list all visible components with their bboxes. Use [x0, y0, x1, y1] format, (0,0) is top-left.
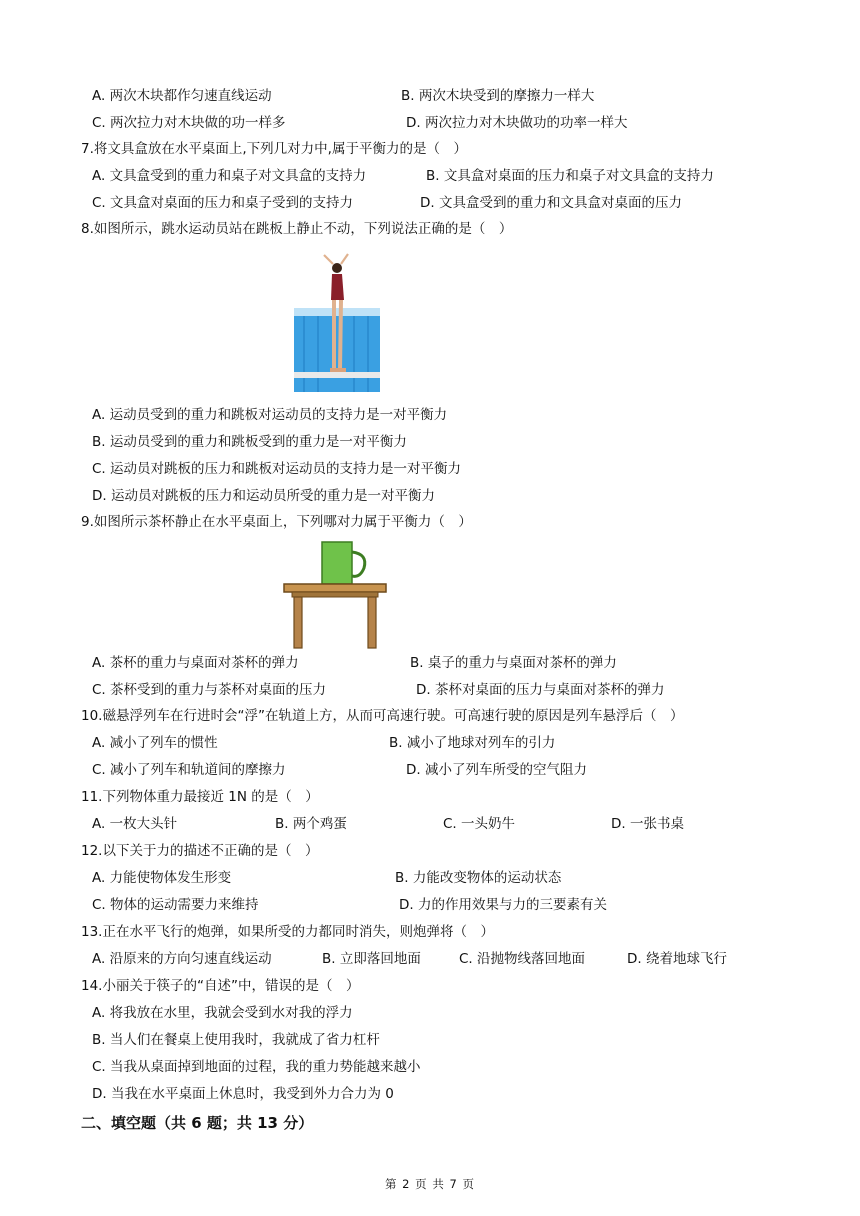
section-2-heading: 二、填空题（共 6 题；共 13 分）: [81, 1114, 314, 1132]
q14-option-a: A. 将我放在水里，我就会受到水对我的浮力: [92, 1005, 353, 1021]
q6-option-b: B. 两次木块受到的摩擦力一样大: [401, 88, 595, 104]
q14-option-c: C. 当我从桌面掉到地面的过程，我的重力势能越来越小: [92, 1059, 421, 1075]
q6-option-a: A. 两次木块都作匀速直线运动: [92, 88, 272, 104]
q11-option-b: B. 两个鸡蛋: [275, 816, 347, 832]
q10-option-d: D. 减小了列车所受的空气阻力: [406, 762, 587, 778]
q11-option-c: C. 一头奶牛: [443, 816, 516, 832]
q9-option-d: D. 茶杯对桌面的压力与桌面对茶杯的弹力: [416, 682, 665, 698]
q8-option-b: B. 运动员受到的重力和跳板受到的重力是一对平衡力: [92, 434, 407, 450]
q11-stem: 11.下列物体重力最接近 1N 的是（ ）: [81, 789, 319, 805]
q7-option-b: B. 文具盒对桌面的压力和桌子对文具盒的支持力: [426, 168, 714, 184]
q7-option-a: A. 文具盒受到的重力和桌子对文具盒的支持力: [92, 168, 367, 184]
q13-option-d: D. 绕着地球飞行: [627, 951, 727, 967]
q13-option-a: A. 沿原来的方向匀速直线运动: [92, 951, 272, 967]
q9-option-c: C. 茶杯受到的重力与茶杯对桌面的压力: [92, 682, 327, 698]
q9-option-b: B. 桌子的重力与桌面对茶杯的弹力: [410, 655, 617, 671]
q13-option-b: B. 立即落回地面: [322, 951, 421, 967]
q8-option-a: A. 运动员受到的重力和跳板对运动员的支持力是一对平衡力: [92, 407, 448, 423]
cup-on-table-icon: [282, 540, 388, 650]
q14-option-b: B. 当人们在餐桌上使用我时，我就成了省力杠杆: [92, 1032, 380, 1048]
q12-stem: 12.以下关于力的描述不正确的是（ ）: [81, 843, 319, 859]
q13-stem: 13.正在水平飞行的炮弹，如果所受的力都同时消失，则炮弹将（ ）: [81, 924, 494, 940]
q12-option-d: D. 力的作用效果与力的三要素有关: [399, 897, 607, 913]
q9-stem: 9.如图所示茶杯静止在水平桌面上，下列哪对力属于平衡力（ ）: [81, 514, 472, 530]
q9-option-a: A. 茶杯的重力与桌面对茶杯的弹力: [92, 655, 299, 671]
diver-photo-icon: [294, 252, 380, 392]
q7-option-d: D. 文具盒受到的重力和文具盒对桌面的压力: [420, 195, 682, 211]
q10-stem: 10.磁悬浮列车在行进时会“浮”在轨道上方，从而可高速行驶。可高速行驶的原因是列车悬浮后（ ）: [81, 708, 684, 724]
q7-option-c: C. 文具盒对桌面的压力和桌子受到的支持力: [92, 195, 354, 211]
q10-option-b: B. 减小了地球对列车的引力: [389, 735, 556, 751]
q14-stem: 14.小丽关于筷子的“自述”中，错误的是（ ）: [81, 978, 360, 994]
q6-option-d: D. 两次拉力对木块做功的功率一样大: [406, 115, 628, 131]
q11-option-a: A. 一枚大头针: [92, 816, 178, 832]
q10-option-c: C. 减小了列车和轨道间的摩擦力: [92, 762, 286, 778]
page-footer: 第 2 页 共 7 页: [385, 1177, 475, 1191]
q12-option-a: A. 力能使物体发生形变: [92, 870, 232, 886]
q14-option-d: D. 当我在水平桌面上休息时，我受到外力合力为 0: [92, 1086, 394, 1102]
q12-option-b: B. 力能改变物体的运动状态: [395, 870, 562, 886]
q13-option-c: C. 沿抛物线落回地面: [459, 951, 586, 967]
q11-option-d: D. 一张书桌: [611, 816, 684, 832]
q6-option-c: C. 两次拉力对木块做的功一样多: [92, 115, 286, 131]
q7-stem: 7.将文具盒放在水平桌面上,下列几对力中,属于平衡力的是（ ）: [81, 141, 467, 157]
q12-option-c: C. 物体的运动需要力来维持: [92, 897, 259, 913]
q8-option-d: D. 运动员对跳板的压力和运动员所受的重力是一对平衡力: [92, 488, 435, 504]
q8-option-c: C. 运动员对跳板的压力和跳板对运动员的支持力是一对平衡力: [92, 461, 462, 477]
q10-option-a: A. 减小了列车的惯性: [92, 735, 218, 751]
q8-stem: 8.如图所示，跳水运动员站在跳板上静止不动，下列说法正确的是（ ）: [81, 221, 513, 237]
